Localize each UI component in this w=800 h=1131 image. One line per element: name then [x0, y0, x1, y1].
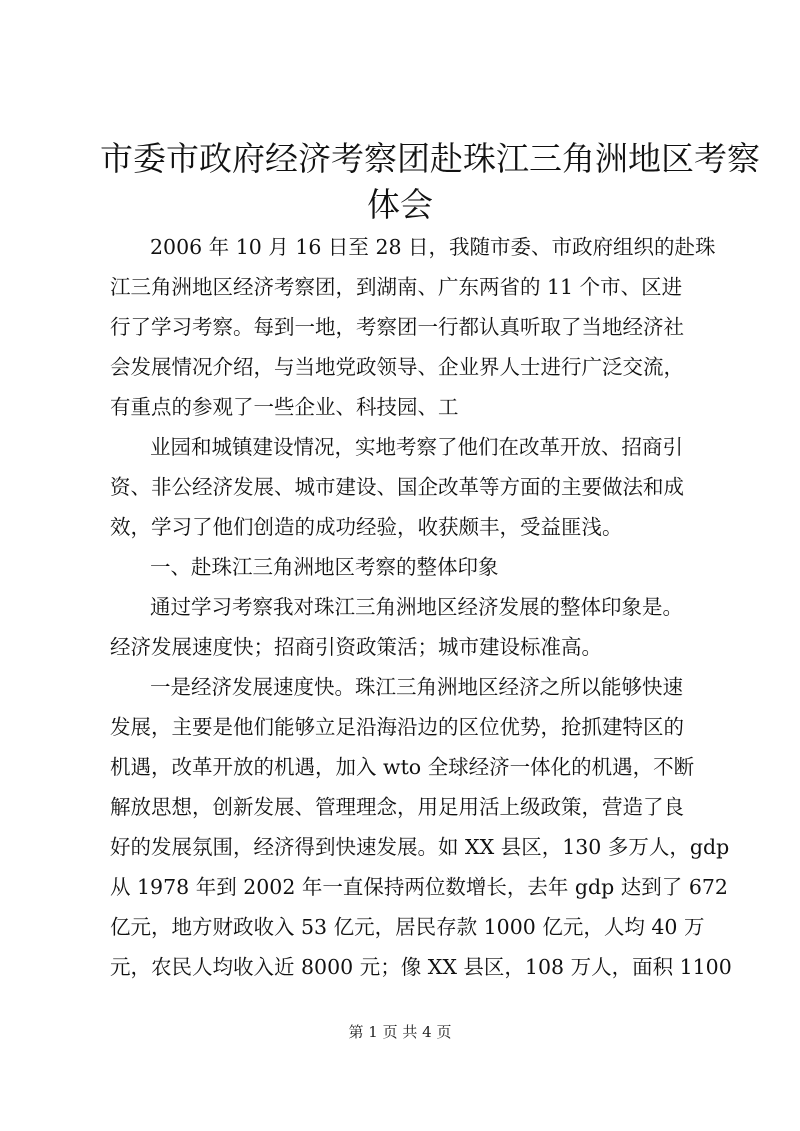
- paragraph-line: 资、非公经济发展、城市建设、国企改革等方面的主要做法和成: [110, 475, 684, 499]
- paragraph-line: 通过学习考察我对珠江三角洲地区经济发展的整体印象是。: [150, 595, 683, 619]
- paragraph-line: 江三角洲地区经济考察团，到湖南、广东两省的 11 个市、区进: [110, 275, 683, 299]
- paragraph-line: 行了学习考察。每到一地，考察团一行都认真听取了当地经济社: [110, 315, 684, 339]
- paragraph-line: 机遇，改革开放的机遇，加入 wto 全球经济一体化的机遇，不断: [110, 755, 695, 779]
- title-line: 市委市政府经济考察团赴珠江三角洲地区考察: [100, 139, 760, 178]
- paragraph-line: 发展，主要是他们能够立足沿海沿边的区位优势，抢抓建特区的: [110, 715, 684, 739]
- paragraph-line: 经济发展速度快；招商引资政策活；城市建设标准高。: [110, 635, 602, 659]
- paragraph-line: 从 1978 年到 2002 年一直保持两位数增长，去年 gdp 达到了 672: [110, 875, 728, 899]
- paragraph-line: 效，学习了他们创造的成功经验，收获颇丰，受益匪浅。: [110, 515, 623, 539]
- paragraph-line: 有重点的参观了一些企业、科技园、工: [110, 395, 459, 419]
- document-title: [100, 136, 760, 228]
- document-body: [110, 227, 732, 987]
- paragraph-line: 2006 年 10 月 16 日至 28 日，我随市委、市政府组织的赴珠: [150, 235, 716, 259]
- paragraph-line: 一是经济发展速度快。珠江三角洲地区经济之所以能够快速: [150, 675, 683, 699]
- section-heading: 一、赴珠江三角洲地区考察的整体印象: [150, 555, 499, 579]
- paragraph-line: 业园和城镇建设情况，实地考察了他们在改革开放、招商引: [150, 435, 683, 459]
- paragraph-line: 好的发展氛围，经济得到快速发展。如 XX 县区，130 多万人，gdp: [110, 835, 730, 859]
- paragraph-line: 元，农民人均收入近 8000 元；像 XX 县区，108 万人，面积 1100: [110, 955, 732, 979]
- page-footer: [0, 1022, 800, 1042]
- paragraph-line: 亿元，地方财政收入 53 亿元，居民存款 1000 亿元，人均 40 万: [110, 915, 705, 939]
- paragraph-line: 会发展情况介绍，与当地党政领导、企业界人士进行广泛交流，: [110, 355, 684, 379]
- paragraph-line: 解放思想，创新发展、管理理念，用足用活上级政策，营造了良: [110, 795, 684, 819]
- page-number: 第 1 页 共 4 页: [348, 1023, 452, 1041]
- title-line: 体会: [367, 185, 433, 224]
